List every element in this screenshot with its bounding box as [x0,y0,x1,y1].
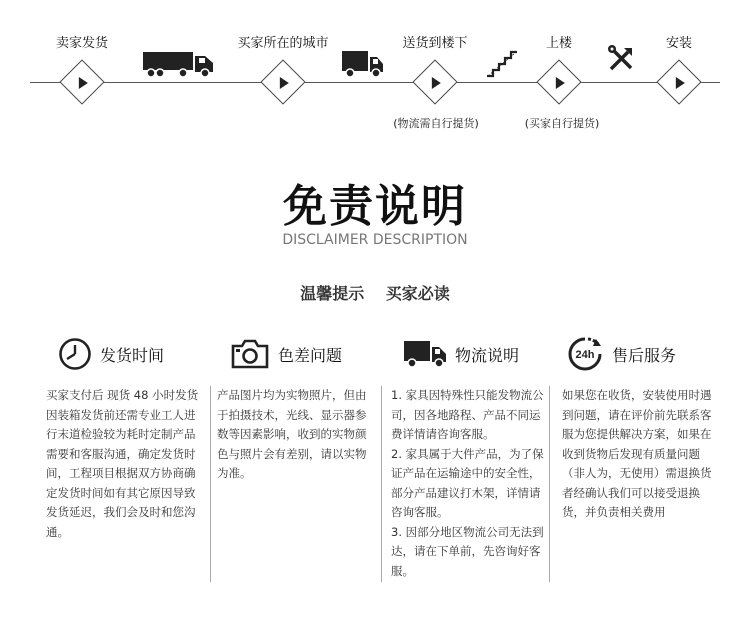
tips-heading: 温馨提示 买家必读 [300,284,450,303]
semi-truck-icon [143,50,215,78]
column-header-color-difference [230,330,342,378]
stairs-icon [485,50,519,78]
note-buyer-pickup: (买家自行提货) [524,117,600,130]
page-title: 免责说明 [283,181,467,232]
page-subtitle: DISCLAIMER DESCRIPTION [282,232,468,248]
play-icon [79,77,88,89]
note-self-pickup-logistics: (物流需自行提货) [393,117,479,130]
play-icon [432,77,441,89]
column-divider [381,386,382,582]
play-icon [280,77,289,89]
step-label-buyer-city: 买家所在的城市 [237,36,329,51]
column-header-shipping-time [58,330,164,378]
column-title: 发货时间 [100,345,165,365]
color-difference-text: 产品图片均为实物照片，但由于拍摄技术，光线、显示器参数等因素影响，收到的实物颜色与照片会有差别，请以实物为准。 [217,388,367,480]
column-divider [549,386,550,582]
svg-text:24h: 24h [575,349,595,361]
clock-icon [58,337,92,371]
tools-icon [606,44,636,74]
after-sales-text: 如果您在收货，安装使用时遇到问题，请在评价前先联系客服为您提供解决方案，如果在收到货物后发现有质量问题（非人为，无使用）需退换货者经确认我们可以接受退换货，并负责相关费用 [562,388,712,519]
play-icon [676,77,685,89]
truck-icon [403,339,447,369]
column-title: 物流说明 [455,345,520,365]
process-track-line [30,82,720,83]
step-label-deliver-downstairs: 送货到楼下 [402,36,468,51]
24h-service-icon [566,335,604,373]
column-header-logistics [403,330,519,378]
logistics-text: 1. 家具因特殊性只能发物流公司，因各地路程、产品不同运费详情请咨询客服。 2. 家具属于大件产品，为了保证产品在运输途中的安全性，部分产品建议打木架，详情请咨询客服。 3. 因部分地区物流公司无法到达，请在下单前，先咨询好客服。 [391,388,544,578]
shipping-time-text: 买家支付后 现货 48 小时发货 因装箱发货前还需专业工人进行末道检验较为耗时定制产品需要和客服沟通，确定发货时间，工程项目根据双方协商确定发货时间如有其它原因导致发货延迟，我们会及时和您沟通。 [46,388,199,539]
delivery-truck-icon [342,49,384,79]
step-label-seller-ship: 卖家发货 [55,36,109,51]
camera-icon [230,338,270,370]
column-divider [210,386,211,582]
step-label-upstairs: 上楼 [545,36,573,51]
column-header-after-sales [566,330,676,378]
column-title: 售后服务 [612,345,677,365]
play-icon [556,77,565,89]
column-title: 色差问题 [278,345,343,365]
step-label-install: 安装 [665,36,693,51]
